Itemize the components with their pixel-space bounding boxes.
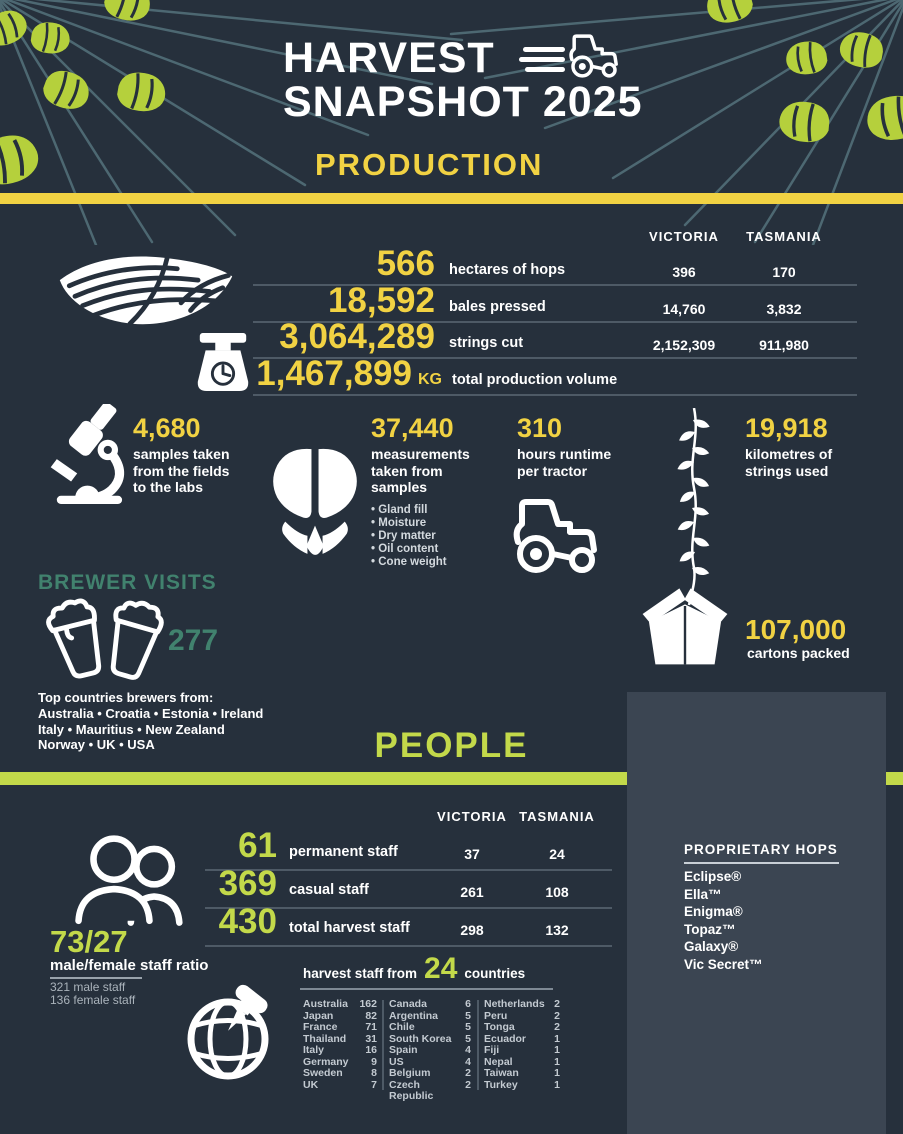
country-count: 1 xyxy=(554,1055,560,1068)
stat-measurements-value: 37,440 xyxy=(371,413,454,443)
stat-tractor-value: 310 xyxy=(517,413,563,443)
hop-bine-icon xyxy=(662,408,726,608)
measurement-bullet: • Moisture xyxy=(371,517,470,530)
stat-cartons-label: cartons packed xyxy=(747,645,850,661)
country-name: Taiwan xyxy=(484,1067,519,1079)
measurement-bullet: • Oil content xyxy=(371,543,470,556)
hop-field-icon xyxy=(56,250,236,334)
proprietary-hop-item: Galaxy® xyxy=(684,939,739,954)
country-row xyxy=(484,1080,560,1092)
countries-heading xyxy=(303,952,525,986)
country-count: 8 xyxy=(371,1067,377,1079)
country-name: US xyxy=(389,1055,404,1068)
country-row xyxy=(484,999,560,1011)
country-count: 2 xyxy=(554,1021,560,1033)
stat-strings-label: strings used xyxy=(745,462,829,479)
hop-cone-icon xyxy=(266,441,364,567)
staff-row xyxy=(205,866,625,904)
country-name: Germany xyxy=(303,1055,349,1068)
production-tasmania-value: 3,832 xyxy=(766,301,802,317)
stat-strings-label: kilometres of xyxy=(745,446,833,462)
proprietary-hops-list xyxy=(684,868,763,973)
countries-column-3 xyxy=(484,999,560,1091)
country-name: Tonga xyxy=(484,1021,515,1033)
country-count: 31 xyxy=(365,1032,377,1045)
stat-measurements-label: measurements xyxy=(371,446,470,462)
table-separator xyxy=(253,394,857,396)
country-count: 1 xyxy=(554,1032,560,1045)
country-name: Canada xyxy=(389,998,427,1010)
production-victoria-value: 2,152,309 xyxy=(652,337,716,353)
people-column-tasmania: TASMANIA xyxy=(519,809,595,824)
stat-samples-label: from the fields xyxy=(133,462,230,479)
production-victoria-value: 14,760 xyxy=(662,301,706,317)
country-count: 1 xyxy=(554,1044,560,1056)
country-name: Netherlands xyxy=(484,998,545,1010)
stat-measurements-label: taken from xyxy=(371,462,443,479)
staff-value: 61 xyxy=(238,826,277,865)
production-row xyxy=(233,356,893,394)
country-name: Japan xyxy=(303,1009,334,1022)
proprietary-hops-panel xyxy=(627,692,886,1134)
stat-tractor-label: per tractor xyxy=(517,462,588,479)
staff-tasmania-value: 108 xyxy=(545,884,569,900)
measurement-bullet: • Cone weight xyxy=(371,556,470,569)
production-value: 3,064,289 xyxy=(279,317,435,356)
section-divider-bar-yellow xyxy=(0,193,903,204)
production-row xyxy=(233,283,893,321)
staff-value: 369 xyxy=(218,864,277,903)
countries-column-1 xyxy=(303,999,377,1091)
speed-lines-icon xyxy=(519,47,567,75)
table-separator xyxy=(205,945,612,947)
country-count: 16 xyxy=(365,1044,377,1056)
proprietary-hop-item: Eclipse® xyxy=(684,869,742,884)
production-value: 566 xyxy=(376,244,435,283)
country-name: South Korea xyxy=(389,1032,452,1045)
staff-label: permanent staff xyxy=(289,844,398,860)
brewer-visits-count: 277 xyxy=(168,624,219,657)
stat-strings xyxy=(745,414,832,479)
country-count: 1 xyxy=(554,1067,560,1079)
country-name: Peru xyxy=(484,1009,508,1022)
staff-row xyxy=(205,904,625,942)
country-count: 4 xyxy=(465,1044,471,1056)
stat-measurements-label: samples xyxy=(371,479,428,495)
female-staff-count: 136 female staff xyxy=(50,993,136,1007)
tractor-icon-header xyxy=(566,31,622,81)
production-label: strings cut xyxy=(449,335,524,351)
country-row xyxy=(389,1080,471,1103)
staff-ratio-label: male/female staff ratio xyxy=(50,957,209,974)
staff-label: total harvest staff xyxy=(289,920,410,936)
country-name: Czech Republic xyxy=(389,1078,434,1102)
staff-people-icon xyxy=(58,820,198,932)
stat-tractor xyxy=(517,414,611,479)
country-count: 2 xyxy=(554,1009,560,1022)
country-row xyxy=(389,999,471,1011)
page-title-line1: HARVEST xyxy=(283,34,495,82)
country-name: Sweden xyxy=(303,1067,343,1079)
production-column-tasmania: TASMANIA xyxy=(746,229,822,244)
stat-strings-value: 19,918 xyxy=(745,413,828,443)
section-heading-people: PEOPLE xyxy=(374,726,529,765)
country-row xyxy=(389,1068,471,1080)
brewer-countries-intro: Top countries brewers from: xyxy=(38,690,214,705)
country-count: 162 xyxy=(359,998,377,1010)
country-count: 1 xyxy=(554,1078,560,1091)
country-row xyxy=(389,1022,471,1034)
country-name: Fiji xyxy=(484,1044,500,1056)
country-row xyxy=(484,1068,560,1080)
countries-divider xyxy=(382,1000,384,1090)
production-label: bales pressed xyxy=(449,299,546,315)
carton-box-icon xyxy=(633,582,737,666)
proprietary-hops-heading: PROPRIETARY HOPS xyxy=(684,842,839,864)
brewer-visits-heading: BREWER VISITS xyxy=(38,571,217,594)
country-count: 71 xyxy=(365,1021,377,1033)
brewer-countries-line: Australia • Croatia • Estonia • Ireland xyxy=(38,706,264,721)
staff-value: 430 xyxy=(218,902,277,941)
staff-tasmania-value: 24 xyxy=(549,846,565,862)
measurement-bullet: • Gland fill xyxy=(371,504,470,517)
production-unit: KG xyxy=(418,371,442,388)
male-staff-count: 321 male staff xyxy=(50,980,126,994)
people-column-victoria: VICTORIA xyxy=(437,809,507,824)
stat-measurements xyxy=(371,414,470,569)
country-row xyxy=(389,1045,471,1057)
country-name: France xyxy=(303,1021,338,1033)
brewer-countries-line: Norway • UK • USA xyxy=(38,737,155,752)
measurement-bullet: • Dry matter xyxy=(371,530,470,543)
countries-heading-prefix: harvest staff from xyxy=(303,966,418,981)
production-value: 1,467,899 xyxy=(256,354,412,393)
beer-mugs-icon xyxy=(45,598,165,686)
country-name: Nepal xyxy=(484,1055,513,1068)
country-name: Turkey xyxy=(484,1078,518,1091)
country-name: Chile xyxy=(389,1021,415,1033)
country-name: Belgium xyxy=(389,1067,431,1079)
stat-samples xyxy=(133,414,230,496)
section-heading-production: PRODUCTION xyxy=(315,147,544,182)
country-count: 9 xyxy=(371,1055,377,1068)
staff-victoria-value: 261 xyxy=(460,884,484,900)
countries-underline xyxy=(300,988,553,990)
staff-victoria-value: 298 xyxy=(460,922,484,938)
production-victoria-value: 396 xyxy=(672,264,696,280)
countries-divider xyxy=(477,1000,479,1090)
countries-column-2 xyxy=(389,999,471,1103)
staff-label: casual staff xyxy=(289,882,369,898)
production-column-victoria: VICTORIA xyxy=(649,229,719,244)
stat-samples-label: to the labs xyxy=(133,479,204,495)
country-row xyxy=(303,1022,377,1034)
country-row xyxy=(303,1080,377,1092)
staff-tasmania-value: 132 xyxy=(545,922,569,938)
stat-cartons-value: 107,000 xyxy=(745,614,847,645)
country-count: 6 xyxy=(465,998,471,1010)
country-count: 5 xyxy=(465,1021,471,1033)
proprietary-hop-item: Enigma® xyxy=(684,904,743,919)
production-row xyxy=(233,319,893,357)
country-name: Spain xyxy=(389,1044,418,1056)
proprietary-hop-item: Vic Secret™ xyxy=(684,956,763,972)
proprietary-hop-item: Topaz™ xyxy=(684,921,736,937)
country-name: Thailand xyxy=(303,1032,347,1045)
country-name: Argentina xyxy=(389,1009,439,1022)
proprietary-hop-item: Ella™ xyxy=(684,886,722,902)
production-label: hectares of hops xyxy=(449,262,566,278)
staff-row xyxy=(205,828,625,866)
country-row xyxy=(484,1045,560,1057)
stat-samples-value: 4,680 xyxy=(133,413,201,443)
country-count: 2 xyxy=(465,1078,471,1091)
microscope-icon xyxy=(48,404,136,506)
brewer-countries-line: Italy • Mauritius • New Zealand xyxy=(38,721,225,737)
country-name: Ecuador xyxy=(484,1032,527,1045)
production-label: total production volume xyxy=(452,372,618,388)
country-row xyxy=(303,1068,377,1080)
country-name: Italy xyxy=(303,1044,325,1056)
country-count: 5 xyxy=(465,1009,471,1022)
production-value: 18,592 xyxy=(327,281,435,320)
globe-pin-icon xyxy=(178,982,294,1082)
country-count: 7 xyxy=(371,1078,377,1091)
country-count: 5 xyxy=(465,1032,471,1045)
country-row xyxy=(484,1022,560,1034)
countries-count: 24 xyxy=(424,952,458,985)
countries-heading-suffix: countries xyxy=(464,966,526,981)
country-row xyxy=(303,999,377,1011)
country-name: UK xyxy=(303,1078,319,1091)
staff-ratio-value: 73/27 xyxy=(50,924,128,959)
country-count: 2 xyxy=(465,1067,471,1079)
stat-samples-label: samples taken xyxy=(133,446,230,462)
country-count: 2 xyxy=(554,998,560,1010)
country-count: 82 xyxy=(365,1009,377,1022)
staff-victoria-value: 37 xyxy=(464,846,480,862)
ratio-separator xyxy=(50,977,142,979)
stat-tractor-label: hours runtime xyxy=(517,446,612,462)
country-count: 4 xyxy=(465,1055,471,1068)
page-title-line2: SNAPSHOT 2025 xyxy=(283,78,643,126)
tractor-icon xyxy=(508,494,604,578)
production-tasmania-value: 911,980 xyxy=(759,337,809,353)
production-tasmania-value: 170 xyxy=(772,264,796,280)
country-name: Australia xyxy=(303,998,348,1010)
production-row xyxy=(233,246,893,284)
country-row xyxy=(303,1045,377,1057)
